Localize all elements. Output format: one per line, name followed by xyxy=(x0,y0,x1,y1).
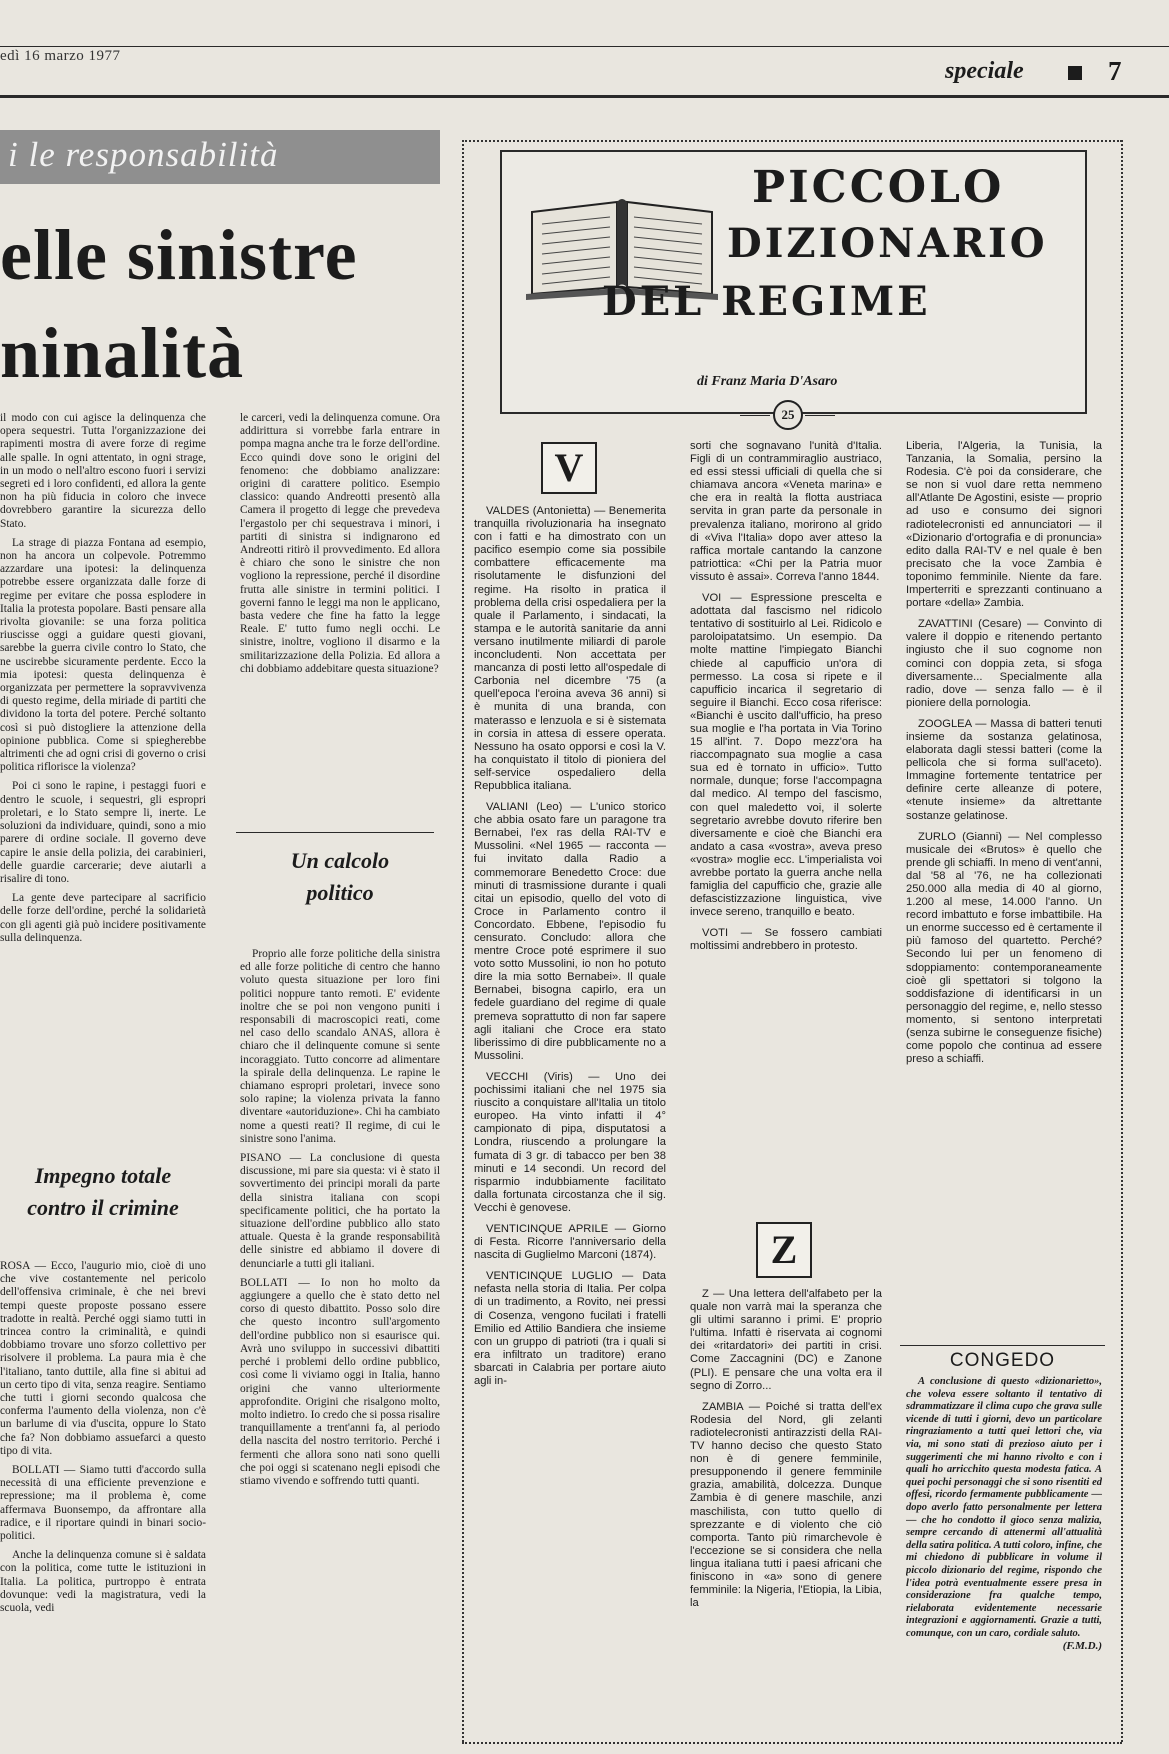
article-paragraph: Anche la delinquenza comune si è saldata con la politica, come tutte le istituzioni in Italia. La politica, purtroppo è entrata dovunque: vedi la magistratura, vedi la scuola, vedi xyxy=(0,1549,206,1615)
dictionary-entry: VECCHI (Viris) — Uno dei pochissimi italiani che nel 1975 sia riuscito a conquistare all'Italia un titolo europeo. Ha vinto infatti il 4° campionato di pipa, disputatosi a Londra, riuscendo a prolungare la fumata di 3 gr. di tabacco per ben 38 minuti e 14 secondi. Un record del risparmio indubbiamente facilitato dalla fortunata circostanza che il sig. Vecchi è genovese. xyxy=(474,1070,666,1214)
subhead-calcolo-line1: Un calcolo xyxy=(290,848,390,873)
dictionary-entry: ZURLO (Gianni) — Nel complesso musicale dei «Brutos» è quello che prende gli schiaffi. In meno di vent'anni, dal '58 al '76, ne ha collezionati 250.000 alla media di 40 al giorno, 1.200 al mese, 14.000 l'anno. Un record imbattuto e forse imbattibile. Ha un enorme successo ed è certamente il più famoso del quartetto. Perché? Secondo lui per un fenomeno di sdoppiamento: contemporaneamente cioè gli spettatori si tolgono la soddisfazione di identificarsi in un personaggio del regime, e, nello stesso momento, si sentono interpretati (senza subirne le conseguenze fisiche) come popolo che continua ad essere preso a schiaffi. xyxy=(906,830,1102,1066)
page-number: 7 xyxy=(1108,56,1122,86)
issue-number-badge xyxy=(773,400,803,430)
subhead-impegno-line1: Impegno totale xyxy=(34,1163,172,1188)
dictionary-title-box xyxy=(500,150,1087,414)
dictionary-title-line1: PICCOLO xyxy=(752,162,1005,213)
article-paragraph: BOLLATI — Siamo tutti d'accordo sulla necessità di una efficiente prevenzione e repressione; ma il problema è, come affermava Buonsempo, da affrontare alla radice, e il riportare quindi in binari socio-politici. xyxy=(0,1464,206,1543)
article-paragraph: La gente deve partecipare al sacrificio delle forze dell'ordine, perché la solidarietà con gli agenti già può incidere positivamente sulla delinquenza. xyxy=(0,892,206,944)
dictionary-byline: di Franz Maria D'Asaro xyxy=(697,374,838,389)
article-paragraph: ROSA — Ecco, l'augurio mio, cioè di uno che vive costantemente nel pericolo dell'offensiva criminale, è che nei brevi tempi queste proposte possano essere tradotte in realtà. Perché oggi siamo tutti in trincea contro la criminalità, e quindi dobbiamo trovare uno sforzo collettivo per risolvere il problema. La paura mia è che l'italiano, tanto duttile, alla fine si abitui ad un certo tipo di vita, senza reagire. Sentiamo che tutti i giorni secondo qualcosa che conferma l'aumento della violenza, non c'è un barlume di via d'uscita, oppure lo Stato che fa? Non dobbiamo assuefarci a questo tipo di vita. xyxy=(0,1260,206,1457)
congedo-title: CONGEDO xyxy=(949,1350,1056,1371)
article-column-1 xyxy=(0,412,206,1112)
dictionary-entry: Z — Una lettera dell'alfabeto per la quale non varrà mai la speranza che gli ultimi saranno i primi. E' proprio l'ultima. Infatti è riservata ai cognomi dei «ritardatori» dei partiti in crisi. Come Zaccagnini (DC) e Zanone (PLI). E pensare che una volta era il segno di Zorro... xyxy=(690,1288,882,1392)
dictionary-border-bottom xyxy=(462,1742,1122,1744)
badge-line xyxy=(805,415,835,416)
dictionary-entry: ZAVATTINI (Cesare) — Convinto di valere il doppio e ritenendo pertanto ingiusto che il suo cognome non cominci con doppia zeta, si sfoga diversamente... Specialmente alla radio, dove — senza fallo — è il pioniere della pornologia. xyxy=(906,618,1102,709)
dictionary-entry: sorti che sognavano l'unità d'Italia. Figli di un contrammiraglio austriaco, ed essi stessi ufficiali di quella che si chiamava ancora «Veneta marina» e che era in realtà la flotta austriaca servita in gran parte da personale in prevalenza italiano, morirono al grido di «Viva l'Italia» dopo aver atteso la raffica mortale cantando la canzone patriottica: «Chi per la Patria muor vissuto è assai». Correva l'anno 1844. xyxy=(690,440,882,583)
article-paragraph: PISANO — La conclusione di questa discussione, mi pare sia questa: vi è stato il sovvertimento dei principi morali da parte della sinistra italiana con scopi specificamente politici, che ha portato la situazione dell'ordine pubblico allo stato attuale. Questa è la grande responsabilità delle sinistre ed abbiamo il dovere di denunciarle a tutti gli italiani. xyxy=(240,1152,440,1270)
badge-line xyxy=(740,415,770,416)
congedo-box xyxy=(906,1376,1102,1728)
dictionary-entry: VALDES (Antonietta) — Benemerita tranquilla rivoluzionaria ha insegnato con i fatti e ha dimostrato con un pacifico esempio come sia possibile combattere efficacemente ma risolutamente le disfunzioni del regime. Ha risolto in pratica il problema della crisi ospedaliera per la quale il Parlamento, i sindacati, la stampa e le autorità sanitarie da anni versano inutilmente miliardi di parole inconcludenti. Non accettata per mancanza di posti letto all'ospedale di Carbonia nel dicembre '75 (a quell'epoca l'eroina aveva 36 anni) si è munita di una branda, con materasso e lenzuola e si è sistemata in corsia in attesa di essere operata. Nessuno ha osato opporsi e così la V. ha conquistato il titolo di pioniera del self-service ospedaliero della Repubblica italiana. xyxy=(474,505,666,792)
header-rule-top xyxy=(0,46,1169,47)
section-label: speciale xyxy=(945,58,1024,84)
dictionary-entry: ZOOGLEA — Massa di batteri tenuti insieme da sostanza gelatinosa, elaborata dagli stessi batteri (come la pellicola che si forma sull'aceto). Immagine fortemente tentatrice per definire certe alleanze di potere, «tenute insieme» da altrettante sostanze gelatinose. xyxy=(906,717,1102,822)
subhead-calcolo xyxy=(240,845,440,909)
article-column-2-bottom xyxy=(240,948,440,1748)
congedo-rule xyxy=(900,1345,1105,1346)
dictionary-entry: VENTICINQUE APRILE — Giorno di Festa. Ricorre l'anniversario della nascita di Guglielmo Marconi (1874). xyxy=(474,1222,666,1262)
headline-line2: ninalità xyxy=(0,313,245,393)
dictionary-column-1 xyxy=(474,505,666,1737)
page-date: edì 16 marzo 1977 xyxy=(0,48,121,64)
article-paragraph: le carceri, vedi la delinquenza comune. Ora addirittura si vorrebbe farla entrare in pompa magna anche tra le forze dell'ordine. Ecco quindi dove sono le origini del fenomeno: che dobbiamo analizzare: origini di carattere politico. Esempio classico: quando Andreotti presentò alla Camera il progetto di legge che prevedeva l'ergastolo per chi sequestrava i minori, i partiti di sinistra si indignarono ed Andreotti ritirò il provvedimento. Ed allora è chiaro che sono le sinistre che non vogliono la repressione, perché il disordine frutta alle sinistre in termini politici. I governi fanno le leggi ma non le applicano, basta vedere che fine ha fatto la legge Reale. E' tutto fumo negli occhi. Le sinistre, inoltre, vogliono il disarmo e la smilitarizzazione della Polizia. Ed allora a chi dobbiamo addebitare questa situazione? xyxy=(240,412,440,675)
banner xyxy=(0,130,440,184)
dictionary-title-line3: DEL REGIME xyxy=(602,278,931,325)
article-paragraph: Proprio alle forze politiche della sinistra ed alle forze politiche di centro che hanno voluto questa situazione per loro fini politici noppure tanto remoti. E' evidente inoltre che se poi non vengono puniti i responsabili di macroscopici reati, come nel caso dello scandalo ANAS, allora è chiaro che il delinquente comune si sente incoraggiato. Tutto concorre ad alimentare la spirale della delinquenza. Le rapine le chiamano espropri proletari, invece sono solo rapine; la violenza privata la fanno diventare «autoriduzione». Chi ha cambiato nome a questi reati? Il regime, di cui le sinistre sono l'anima. xyxy=(240,948,440,1145)
banner-text: i le responsabilità xyxy=(8,135,279,174)
dictionary-border-top xyxy=(462,140,1122,142)
dictionary-entry: VOI — Espressione prescelta e adottata dal fascismo nel ridicolo tentativo di sostituirlo al Lei. Ridicolo e paroloipatatsimo. Un esempio. Da molte mattine l'impiegato Bianchi chiede al capufficio un'ora di permesso. La cosa si ripete e il capufficio incarica il segretario di seguire il Bianchi. Ecco cosa riferisce: «Bianchi è uscito dall'ufficio, ha preso sua moglie e l'ha portata in Via Torino 15 all'int. 7. Dopo mezz'ora ha riaccompagnato sua moglie a casa sua ed è tornato in ufficio». Tutto normale, dunque; forse l'accompagna dal medico. Al tempo del fascismo, con quel maledetto voi, il solerte segretario avrebbe dovuto riferire ben diversamente e cioè che Bianchi era andato a casa «vostra», aveva preso «vostra» moglie ecc. L'imperialista voi avrebbe portato la guerra anche nella famiglia del capufficio che, grazie alle defascistizzazione linguistica, vive invece sereno, tranquillo e beato. xyxy=(690,592,882,919)
column-divider xyxy=(236,832,434,833)
subhead-impegno-line2: contro il crimine xyxy=(27,1195,179,1220)
subhead-impegno xyxy=(0,1160,206,1224)
dictionary-entry: VALIANI (Leo) — L'unico storico che abbia osato fare un paragone tra Bernabei, l'ex ras della RAI-TV e Mussolini. «Nel 1965 — racconta — fui invitato dalla Radio a commemorare Benedetto Croce: due minuti di trasmissione durante i quali citai un episodio, quello del voto di Croce in Parlamento contro il Concordato. Ebbene, l'episodio fu censurato. Concludo: allora che mentre Croce poté esprimere il suo voto sotto Mussolini, io non ho potuto dire la mia sotto Bernabei». Il quale Bernabei, bisogna capirlo, era un fedele guardiano del regime di quale premeva soprattutto di non far sapere agli italiani che Croce era stato liberissimo di dire pubblicamente no a Mussolini. xyxy=(474,801,666,1062)
article-paragraph: Poi ci sono le rapine, i pestaggi fuori e dentro le scuole, i sequestri, gli espropri proletari, e lo Stato sempre li, inerte. Le soluzioni da individuare, quindi, sono a mio parere di ordine sociale. Il governo deve capire le ansie della polizia, dei carabinieri, delle guardie carcerarie; deve aiutarli a risalire di tono. xyxy=(0,780,206,885)
letter-z: Z xyxy=(770,1227,798,1272)
letter-v-box xyxy=(541,442,597,494)
dictionary-title-line2: DIZIONARIO xyxy=(727,220,1048,267)
letter-v: V xyxy=(554,445,584,490)
dictionary-entry: VENTICINQUE LUGLIO — Data nefasta nella storia di Italia. Per colpa di un tradimento, a Rovito, nei pressi di Cosenza, vengono fucilati i fratelli Emilio ed Attilio Bandiera che insieme con un gruppo di patrioti (tra i quali si era infiltrato un traditore) erano sbarcati in Calabria per portare aiuto agli in- xyxy=(474,1270,666,1387)
headline-line1: elle sinistre xyxy=(0,215,358,295)
dictionary-border-right xyxy=(1121,140,1123,1742)
dictionary-border-left xyxy=(462,140,464,1742)
letter-z-box xyxy=(756,1222,812,1278)
dictionary-entry: VOTI — Se fossero cambiati moltissimi andrebbero in protesto. xyxy=(690,927,882,953)
section-square-icon xyxy=(1068,66,1082,80)
subhead-calcolo-line2: politico xyxy=(306,880,374,905)
article-column-2 xyxy=(240,412,440,812)
header-rule-bottom xyxy=(0,95,1169,98)
article-paragraph: BOLLATI — Io non ho molto da aggiungere a quello che è stato detto nel corso di questo dibattito. Posso solo dire che questo incontro sull'argomento dell'ordine pubblico non si esaurisce qui. Avrà uno sviluppo in successivi dibattiti perché i problemi dello ordine pubblico, così come li viviamo oggi in Italia, hanno origini che vanno ulteriormente approfondite. Origini che risalgono molto, molto indietro. Io credo che si possa risalire tranquillamente a trent'anni fa, al periodo della nascita del nostro territorio. Perché i fermenti che allora sono nati sono quelli che poi oggi si scatenano negli episodi che stiamo vivendo e soffrendo tutti quanti. xyxy=(240,1276,440,1487)
article-paragraph: La strage di piazza Fontana ad esempio, non ha ancora un colpevole. Potremmo azzardare una ipotesi: la delinquenza potrebbe essere organizzata dalle forze di regime per evitare che possa esplodere in Italia la protesta popolare. Basti pensare alla rivolta giovanile: se una forza politica riuscisse oggi a guidare questi giovani, sarebbe la guerra civile contro lo Stato, che ne uscirebbe sicuramente perdente. Ecco la mia ipotesi: questa delinquenza è organizzata per permettere la sopravvivenza di questo regime, della miriade di partiti che dividono la torta del potere. Perché soltanto così si può distogliere la attenzione della opinione pubblica. Come si spiegherebbe altrimenti che ad ogni crisi di governo o crisi politica riflorisce la violenza? xyxy=(0,536,206,774)
article-paragraph: il modo con cui agisce la delinquenza che opera sequestri. Tutta l'organizzazione dei rapimenti mostra di avere forze di regime alle spalle. In ogni attentato, in ogni strage, in un modo o nell'altro escono fuori i servizi segreti ed i loro confidenti, ed allora la gente non ha più fiducia in coloro che invece dovrebbero garantire la sicurezza dello Stato. xyxy=(0,412,206,530)
dictionary-column-2-top xyxy=(690,440,882,1200)
dictionary-entry: ZAMBIA — Poiché si tratta dell'ex Rodesia del Nord, gli zelanti radiotelecronisti antirazzisti della RAI-TV hanno deciso che questo Stato non è di genere femminile, presupponendo il genere femminile grazia, amabilità, dolcezza. Dunque Zambia è di genere maschile, anzi maschilista, con tutto quello di sprezzante e di violento che ciò comporta. Tanto più rimarchevole è l'eccezione se si considera che nella lingua italiana tutti i paesi africani che finiscono in «a» sono di genere femminile: la Nigeria, l'Etiopia, la Libia, la xyxy=(690,1400,882,1610)
article-column-1-bottom xyxy=(0,1260,206,1750)
dictionary-column-2-bottom xyxy=(690,1288,882,1736)
dictionary-entry: Liberia, l'Algeria, la Tunisia, la Tanzania, la Somalia, persino la Rodesia. C'è poi da considerare, che se non si vuol dare retta nemmeno all'Atlante De Agostini, esiste — proprio ad uso e consumo dei signori radiotelecronisti ed annunciatori — il «Dizionario d'ortografia e di pronuncia» edito dalla RAI-TV e nel quale è ben precisato che la voce Zambia è toponimo femminile. Niente da fare. Imperterriti e sprezzanti continuano a portare «della» Zambia. xyxy=(906,440,1102,610)
congedo-signature: (F.M.D.) xyxy=(1062,1640,1102,1653)
dictionary-column-3 xyxy=(906,440,1102,1320)
congedo-text: A conclusione di questo «dizionarietto», che voleva essere soltanto il tentativo di sdrammatizzare il clima cupo che grava sulle vicende di tutti i giorni, devo un particolare ringraziamento a tutti quei lettori che, via via, mi sono stati di prezioso aiuto per i suggerimenti che mi hanno rivolto e con i quali ho arricchito questa modesta fatica. A quei pochi personaggi che si sono risentiti ed offesi, ricordo fermamente pubblicamente — dopo averlo fatto personalmente per lettera — che ho condotto il gioco senza malizia, sempre cercando di attenermi all'attualità della satira politica. A tutti coloro, infine, che mi chiedono di pubblicare in volume il piccolo dizionario del regime, rispondo che l'idea potrà eventualmente essere presa in considerazione fra qualche tempo, rielaborata evidentemente necessarie integrazioni e aggiornamenti. Grazie a tutti, comunque, con un caro, cordiale saluto. xyxy=(906,1376,1102,1639)
issue-number: 25 xyxy=(781,407,795,422)
